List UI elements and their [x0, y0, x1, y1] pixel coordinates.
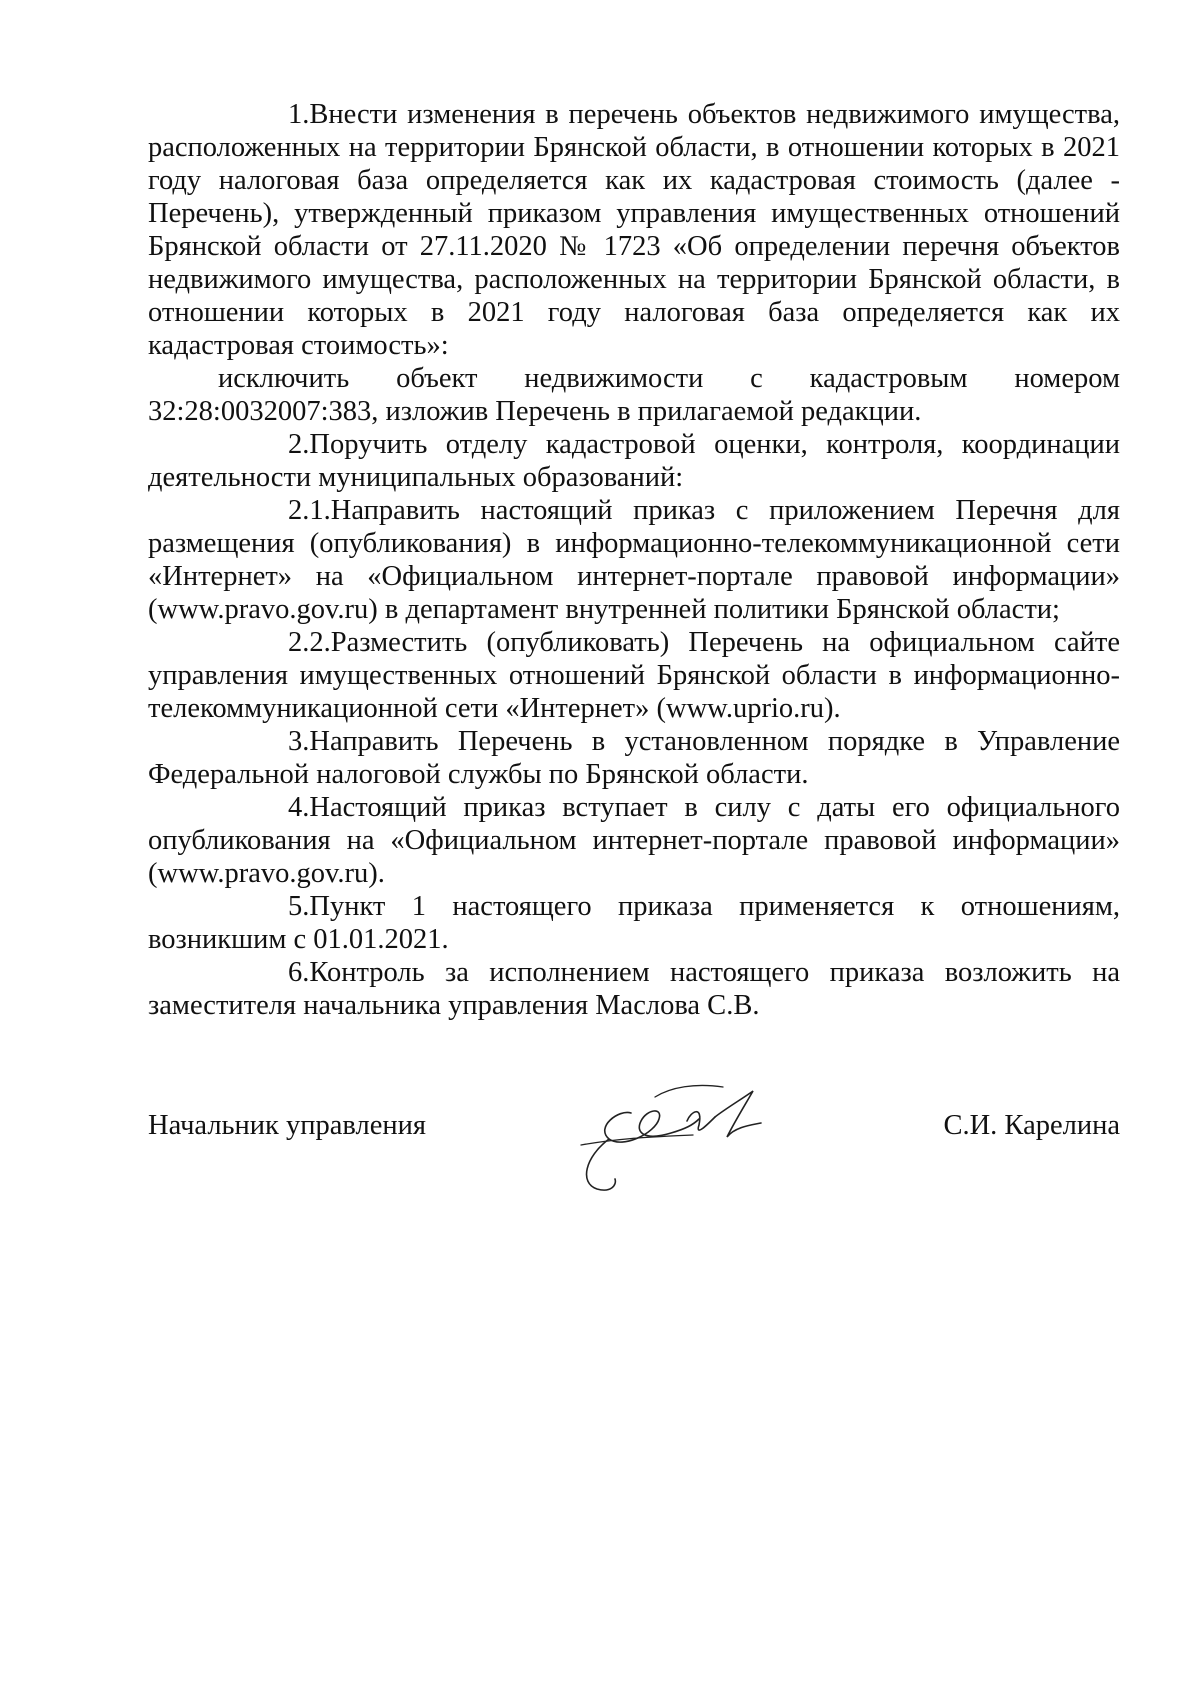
signatory-title: Начальник управления — [148, 1110, 426, 1141]
paragraph-2-2 — [148, 626, 1120, 725]
signatory-name: С.И. Карелина — [943, 1110, 1120, 1141]
paragraph-number: 6. — [288, 957, 310, 988]
paragraph-1-exclusion — [148, 362, 1120, 428]
paragraph-text: Внести изменения в перечень объектов недвижимого имущества, расположенных на территории Брянской области, в отношении которых в 2021 году налоговая база определяется как их кадастровая стоимость (далее - Перечень), утвержденный приказом управления имущественных отношений Брянской области от 27.11.2020 № 1723 «Об определении перечня объектов недвижимого имущества, расположенных на территории Брянской области, в отношении которых в 2021 году налоговая база определяется как их кадастровая стоимость»: — [148, 99, 1120, 361]
paragraph-number: 5. — [288, 891, 310, 922]
paragraph-text: Направить настоящий приказ с приложением Перечня для размещения (опубликования) в информационно-телекоммуникационной сети «Интернет» на «Официальном интернет-портале правовой информации» (www.pravo.gov.ru) в департамент внутренней политики Брянской области; — [148, 495, 1120, 625]
paragraph-text: Пункт 1 настоящего приказа применяется к отношениям, возникшим с 01.01.2021. — [148, 891, 1120, 955]
paragraph-4 — [148, 791, 1120, 890]
paragraph-number: 3. — [288, 726, 310, 757]
paragraph-text: Контроль за исполнением настоящего приказа возложить на заместителя начальника управления Маслова С.В. — [148, 957, 1120, 1021]
paragraph-number: 4. — [288, 792, 310, 823]
paragraph-2 — [148, 428, 1120, 494]
paragraph-number: 2. — [288, 429, 310, 460]
paragraph-5 — [148, 890, 1120, 956]
paragraph-number: 2.1. — [288, 495, 331, 526]
paragraph-number: 2.2. — [288, 627, 331, 658]
document-body — [148, 98, 1120, 1022]
paragraph-text: Настоящий приказ вступает в силу с даты его официального опубликования на «Официальном интернет-портале правовой информации» (www.pravo.gov.ru). — [148, 792, 1120, 889]
paragraph-number: 1. — [288, 99, 310, 130]
paragraph-text: исключить объект недвижимости с кадастровым номером 32:28:0032007:383, изложив Перечень в прилагаемой редакции. — [148, 363, 1120, 427]
paragraph-1 — [148, 98, 1120, 362]
paragraph-6 — [148, 956, 1120, 1022]
paragraph-text: Поручить отделу кадастровой оценки, контроля, координации деятельности муниципальных образований: — [148, 429, 1120, 493]
paragraph-2-1 — [148, 494, 1120, 626]
paragraph-3 — [148, 725, 1120, 791]
paragraph-text: Разместить (опубликовать) Перечень на официальном сайте управления имущественных отношений Брянской области в информационно-телекоммуникационной сети «Интернет» (www.uprio.ru). — [148, 627, 1120, 724]
paragraph-text: Направить Перечень в установленном порядке в Управление Федеральной налоговой службы по Брянской области. — [148, 726, 1120, 790]
handwritten-signature — [575, 1075, 785, 1205]
